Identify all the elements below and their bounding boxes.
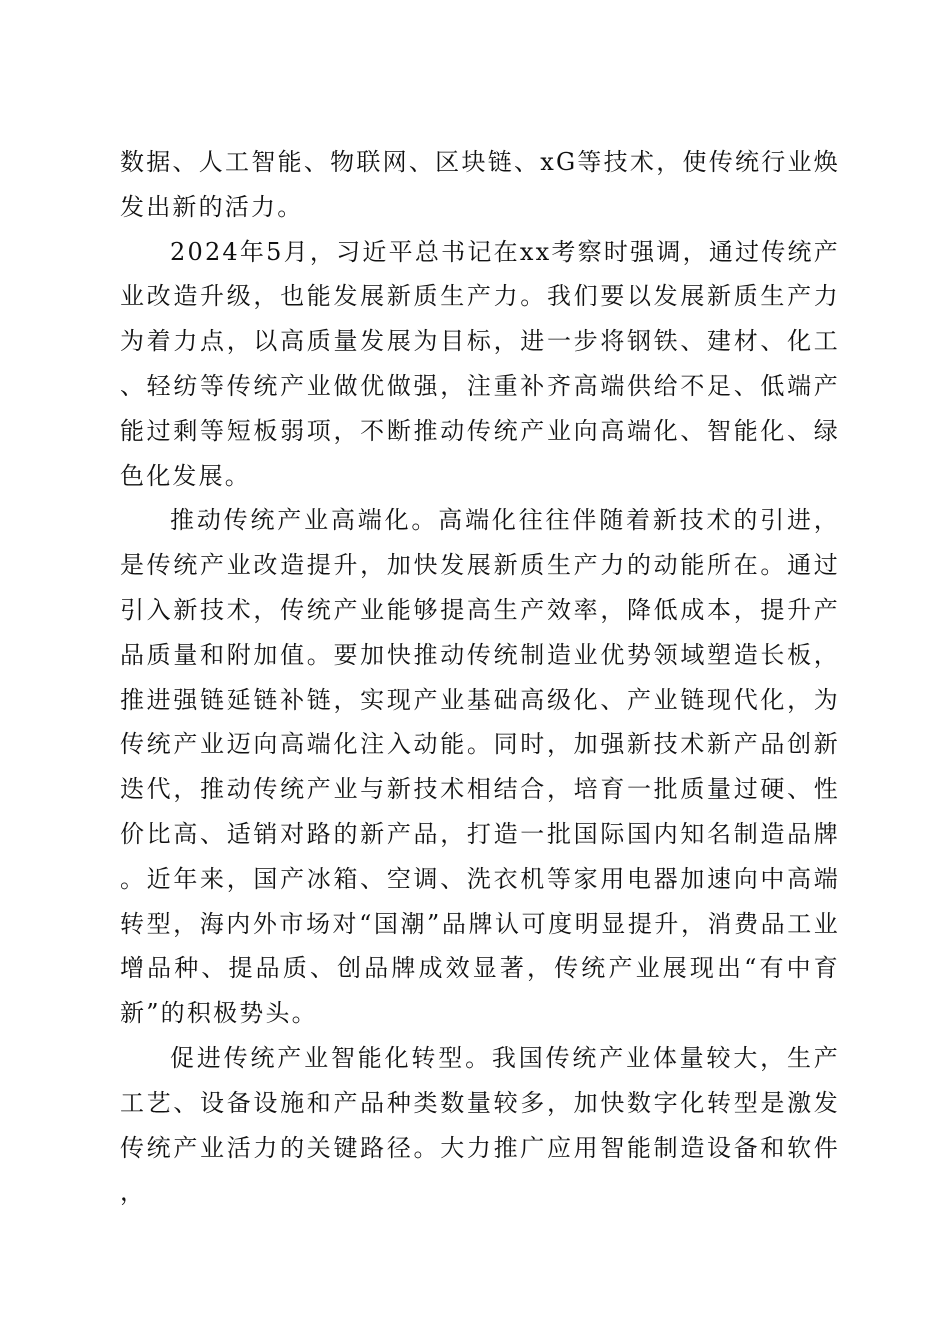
document-body: [120, 140, 840, 1215]
paragraph-intro: 2024年5月，习近平总书记在xx考察时强调，通过传统产业改造升级，也能发展新质生产力。我们要以发展新质生产力为着力点，以高质量发展为目标，进一步将钢铁、建材、化工、轻纺等传统产业做优做强，注重补齐高端供给不足、低端产能过剩等短板弱项，不断推动传统产业向高端化、智能化、绿色化发展。: [120, 237, 840, 490]
paragraph-intelligent: 促进传统产业智能化转型。我国传统产业体量较大，生产工艺、设备设施和产品种类数量较多，加快数字化转型是激发传统产业活力的关键路径。大力推广应用智能制造设备和软件，: [120, 1043, 840, 1207]
paragraph-high-end: 推动传统产业高端化。高端化往往伴随着新技术的引进，是传统产业改造提升，加快发展新质生产力的动能所在。通过引入新技术，传统产业能够提高生产效率，降低成本，提升产品质量和附加值。要加快推动传统制造业优势领域塑造长板，推进强链延链补链，实现产业基础高级化、产业链现代化，为传统产业迈向高端化注入动能。同时，加强新技术新产品创新迭代，推动传统产业与新技术相结合，培育一批质量过硬、性价比高、适销对路的新产品，打造一批国际国内知名制造品牌。近年来，国产冰箱、空调、洗衣机等家用电器加速向中高端转型，海内外市场对“国潮”品牌认可度明显提升，消费品工业增品种、提品质、创品牌成效显著，传统产业展现出“有中育新”的积极势头。: [120, 506, 840, 1028]
paragraph-continuation: 数据、人工智能、物联网、区块链、xG等技术，使传统行业焕发出新的活力。: [120, 148, 840, 221]
